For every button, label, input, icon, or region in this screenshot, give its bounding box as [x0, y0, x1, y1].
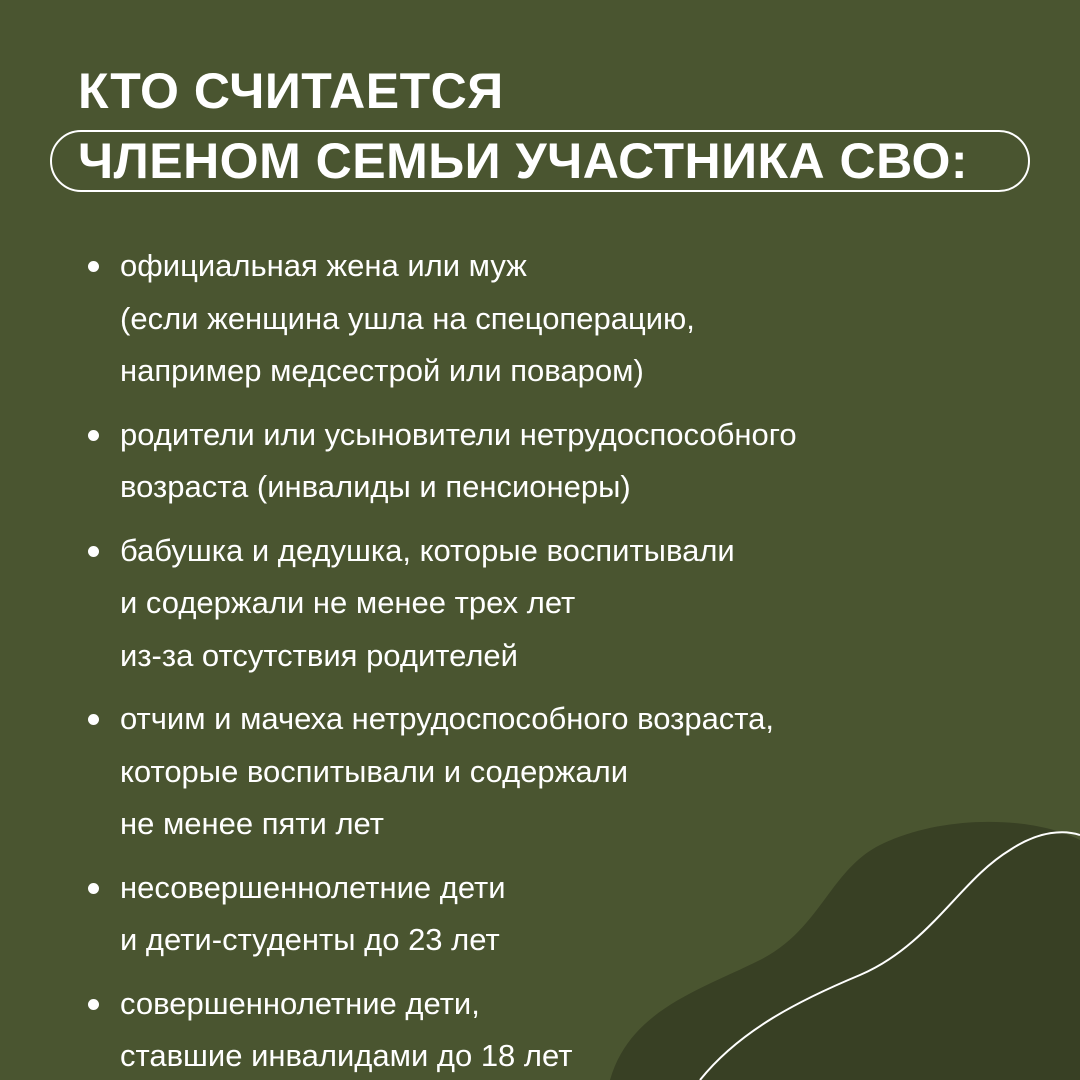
list-item-text-line: не менее пяти лет: [120, 806, 384, 841]
bullet-icon: [88, 714, 99, 725]
list-item-text-line: официальная жена или муж: [120, 248, 527, 283]
list-item-text-line: возраста (инвалиды и пенсионеры): [120, 469, 631, 504]
page-title: [78, 58, 969, 189]
list-item-text-line: ставшие инвалидами до 18 лет: [120, 1038, 573, 1073]
list-item: [86, 862, 986, 967]
list-item-text-line: родители или усыновители нетрудоспособного: [120, 416, 797, 452]
list-item: [86, 240, 986, 398]
list-item-text-line: которые воспитывали и содержали: [120, 753, 629, 789]
list-item: [86, 693, 986, 851]
list-item: [86, 409, 986, 514]
bullet-icon: [88, 430, 99, 441]
title-line-2: ЧЛЕНОМ СЕМЬИ УЧАСТНИКА СВО:: [78, 133, 969, 189]
list-item-text-line: бабушка и дедушка, которые воспитывали: [120, 532, 735, 568]
list-item-text-line: отчим и мачеха нетрудоспособного возраста,: [120, 701, 775, 736]
list-item-text-line: (если женщина ушла на спецоперацию,: [120, 300, 695, 336]
list-item: [86, 978, 986, 1080]
title-line-1: КТО СЧИТАЕТСЯ: [78, 63, 504, 119]
bullet-icon: [88, 546, 99, 557]
list-item-text-line: и дети-студенты до 23 лет: [120, 922, 500, 957]
bullet-icon: [88, 999, 99, 1010]
title-pill-outline: [50, 130, 1030, 192]
list-item-text-line: несовершеннолетние дети: [120, 869, 506, 905]
bullet-icon: [88, 883, 99, 894]
list-item-text-line: и содержали не менее трех лет: [120, 585, 576, 620]
list-item-text-line: из-за отсутствия родителей: [120, 637, 518, 673]
list-item-text-line: например медсестрой или поваром): [120, 353, 644, 388]
family-member-list: [86, 240, 986, 1080]
list-item-text-line: совершеннолетние дети,: [120, 985, 480, 1021]
list-item: [86, 525, 986, 683]
bullet-icon: [88, 261, 99, 272]
